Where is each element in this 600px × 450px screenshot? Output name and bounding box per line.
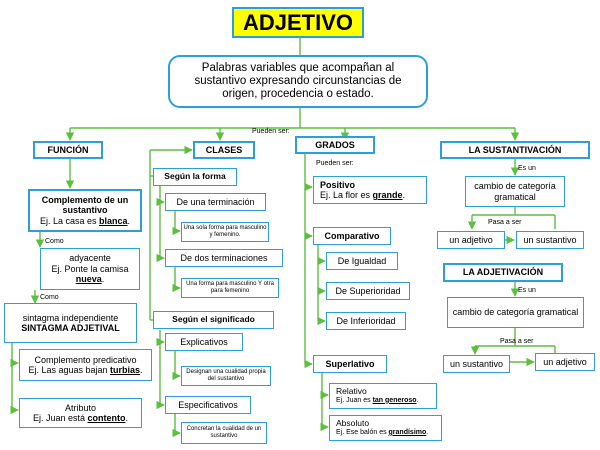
una-terminacion-box: De una terminación <box>165 193 266 211</box>
definition-box: Palabras variables que acompañan al sustantivo expresando circunstancias de origen, procedencia o estado. <box>168 55 428 108</box>
especificativos-box: Especificativos <box>165 396 251 414</box>
explicativos-box: Explicativos <box>165 333 243 351</box>
sustantivacion-cambio-box: cambio de categoría gramatical <box>465 176 565 207</box>
absoluto-label: Absoluto <box>336 418 370 429</box>
adjetivacion-to-box: un adjetivo <box>535 353 595 371</box>
explicativos-note: Designan una cualidad propia del sustantivo <box>181 366 271 386</box>
adjetivacion-es-un-label: Es un <box>518 287 536 294</box>
segun-significado-box: Según el significado <box>153 311 274 329</box>
relativo-label: Relativo <box>336 386 367 397</box>
segun-forma-box: Según la forma <box>153 168 237 186</box>
igualdad-box: De Igualdad <box>326 252 398 270</box>
absoluto-example: Ej. Ese balón es grandísimo. <box>336 428 429 436</box>
absoluto-box <box>329 415 442 441</box>
adjetivacion-cambio-box: cambio de categoría gramatical <box>447 297 584 328</box>
sintagma-line1: sintagma independiente <box>22 312 119 323</box>
inferioridad-box: De Inferioridad <box>326 312 406 330</box>
relativo-box <box>329 383 437 409</box>
una-terminacion-note: Una sola forma para masculino y femenino. <box>181 222 269 242</box>
positivo-example: Ej. La flor es grande. <box>320 190 406 200</box>
funcion-header: FUNCIÓN <box>33 141 103 159</box>
sustantivacion-header: LA SUSTANTIVACIÓN <box>440 141 590 159</box>
sustantivacion-pasa-label: Pasa a ser <box>488 219 522 226</box>
como-label-2: Como <box>40 294 59 301</box>
adjetivacion-header: LA ADJETIVACIÓN <box>443 263 563 282</box>
positivo-label: Positivo <box>320 179 356 190</box>
complemento-example: Ej. La casa es blanca. <box>39 215 131 226</box>
adjetivacion-from-box: un sustantivo <box>443 355 510 373</box>
dos-terminaciones-note: Una forma para masculino Y otra para femenino <box>181 278 279 298</box>
dos-terminaciones-box: De dos terminaciones <box>165 249 283 267</box>
atributo-example: Ej. Juan está contento. <box>32 413 129 423</box>
como-label-1: Como <box>45 238 64 245</box>
superlativo-box: Superlativo <box>313 355 387 373</box>
adyacente-example: Ej. Ponte la camisa nueva. <box>51 263 129 285</box>
atributo-label: Atributo <box>64 402 97 413</box>
pueden-ser-label: Pueden ser: <box>252 128 290 135</box>
sintagma-line2: SINTAGMA ADJETIVAL <box>21 323 120 333</box>
adyacente-label: adyacente <box>69 253 111 264</box>
grados-pueden-ser-label: Pueden ser: <box>316 160 354 167</box>
predicativo-label: Complemento predicativo <box>34 354 137 365</box>
positivo-box <box>313 176 427 204</box>
relativo-example: Ej. Juan es tan generoso. <box>336 396 419 404</box>
especificativos-note: Concretan la cualidad de un sustantivo <box>181 422 267 444</box>
sustantivacion-to-box: un sustantivo <box>516 231 584 249</box>
atributo-box <box>19 398 142 428</box>
superioridad-box: De Superioridad <box>326 282 410 300</box>
clases-header: CLASES <box>193 141 255 159</box>
sintagma-box <box>4 303 137 343</box>
adjetivacion-pasa-label: Pasa a ser <box>500 338 534 345</box>
predicativo-example: Ej. Las aguas bajan turbias. <box>28 365 143 375</box>
sustantivacion-from-box: un adjetivo <box>437 231 505 249</box>
complemento-title: Complemento de un sustantivo <box>41 194 129 216</box>
sustantivacion-es-un-label: Es un <box>518 165 536 172</box>
grados-header: GRADOS <box>295 136 375 154</box>
adyacente-box <box>40 248 140 290</box>
complemento-sustantivo-box <box>28 189 142 232</box>
comparativo-box: Comparativo <box>313 227 391 245</box>
predicativo-box <box>19 349 152 381</box>
page-title: ADJETIVO <box>232 7 364 38</box>
